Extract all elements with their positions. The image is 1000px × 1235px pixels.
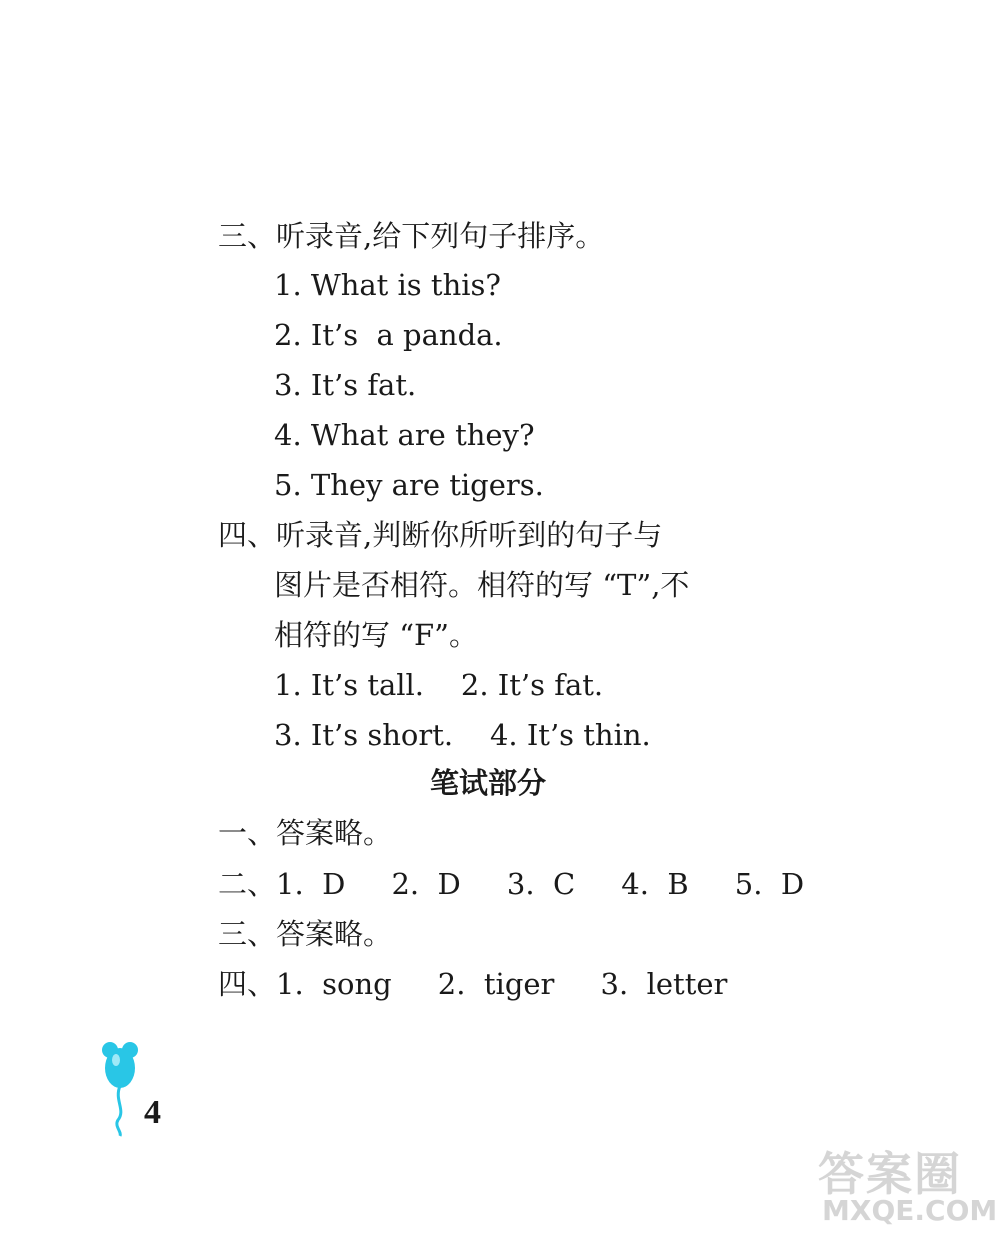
section3-item-4: 4. What are they? — [274, 418, 535, 452]
section4-answers-line1: 1. It’s tall. 2. It’s fat. — [274, 668, 604, 702]
section3-item-3: 3. It’s fat. — [274, 368, 417, 402]
section4-answers-line2: 3. It’s short. 4. It’s thin. — [274, 718, 651, 752]
written-line-3: 三、答案略。 — [218, 917, 393, 951]
mouse-icon — [96, 1038, 144, 1138]
section4-title-line3: 相符的写 “F”。 — [274, 618, 478, 652]
watermark — [818, 1138, 998, 1228]
written-line-4: 四、1. song 2. tiger 3. letter — [218, 967, 728, 1001]
written-line-1: 一、答案略。 — [218, 816, 393, 850]
written-heading: 笔试部分 — [430, 766, 547, 800]
watermark-bottom: MXQE.COM — [822, 1194, 998, 1227]
section3-title: 三、听录音,给下列句子排序。 — [218, 219, 605, 253]
section4-title-line2: 图片是否相符。相符的写 “T”,不 — [274, 568, 690, 602]
section3-item-1: 1. What is this? — [274, 268, 501, 302]
written-line-2: 二、1. D 2. D 3. C 4. B 5. D — [218, 867, 805, 901]
section4-title-line1: 四、听录音,判断你所听到的句子与 — [218, 518, 663, 552]
section3-item-5: 5. They are tigers. — [274, 468, 544, 502]
section3-item-2: 2. It’s a panda. — [274, 318, 503, 352]
watermark-top: 答案圈 — [818, 1147, 962, 1201]
page-number: 4 — [144, 1094, 161, 1131]
